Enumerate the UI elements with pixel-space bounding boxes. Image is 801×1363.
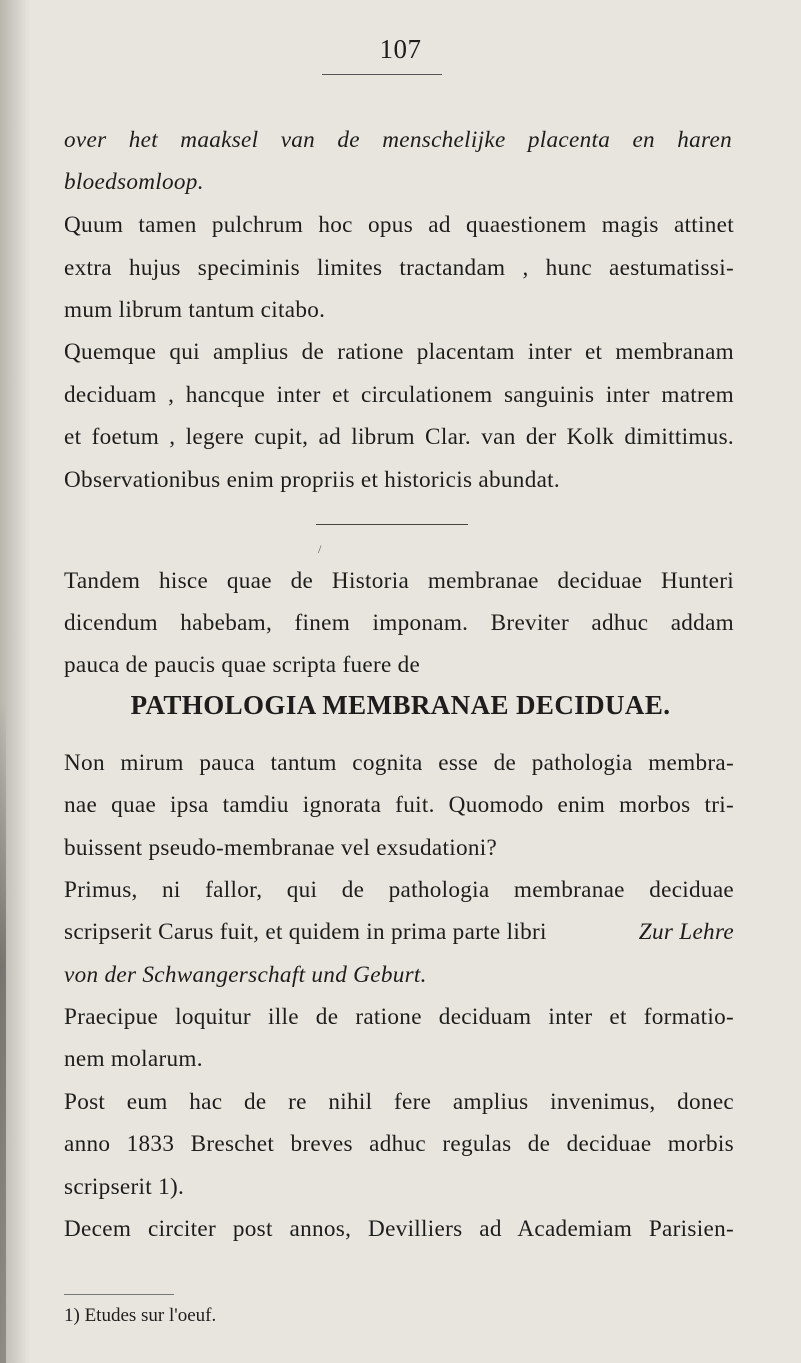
text-line: pauca de paucis quae scripta fuere de xyxy=(64,652,421,678)
text-line: Tandem hisce quae de Historia membranae deciduae Hunteri xyxy=(64,568,734,594)
text-run: scripserit Carus fuit, et quidem in prima parte libri xyxy=(64,919,547,945)
text-line: extra hujus speciminis limites tractandam , hunc aestumatissi- xyxy=(64,255,734,281)
book-title-line: von der Schwangerschaft und Geburt. xyxy=(64,962,427,988)
page-binding-shadow xyxy=(0,700,6,1363)
text-line: Post eum hac de re nihil fere amplius invenimus, donec xyxy=(64,1089,734,1115)
divider-mark: / xyxy=(318,542,322,556)
text-line: buissent pseudo-membranae vel exsudationi? xyxy=(64,835,498,861)
text-line: Quemque qui amplius de ratione placentam inter et membranam xyxy=(64,339,734,365)
footnote: 1) Etudes sur l'oeuf. xyxy=(64,1305,217,1326)
text-line: et foetum , legere cupit, ad librum Clar. van der Kolk dimittimus. xyxy=(64,424,734,450)
text-line: Observationibus enim propriis et historicis abundat. xyxy=(64,467,561,493)
text-line: mum librum tantum citabo. xyxy=(64,297,326,323)
text-line: dicendum habebam, finem imponam. Breviter adhuc addam xyxy=(64,610,734,636)
book-title-run: Zur Lehre xyxy=(638,919,734,945)
text-line: Praecipue loquitur ille de ratione deciduam inter et formatio- xyxy=(64,1004,734,1030)
text-line: scripserit 1). xyxy=(64,1174,185,1200)
text-line: nae quae ipsa tamdiu ignorata fuit. Quomodo enim morbos tri- xyxy=(64,792,734,818)
section-heading: PATHOLOGIA MEMBRANAE DECIDUAE. xyxy=(130,690,671,720)
text-line: deciduam , hancque inter et circulationem sanguinis inter matrem xyxy=(64,382,734,408)
italic-title-line-2: bloedsomloop. xyxy=(64,169,204,195)
footnote-rule xyxy=(64,1294,174,1295)
text-line-mixed xyxy=(64,919,734,946)
page-number: 107 xyxy=(379,34,422,64)
section-divider xyxy=(316,524,468,525)
text-line: nem molarum. xyxy=(64,1046,203,1072)
text-line: anno 1833 Breschet breves adhuc regulas de deciduae morbis xyxy=(64,1131,734,1157)
text-line: Decem circiter post annos, Devilliers ad Academiam Parisien- xyxy=(64,1216,734,1242)
text-line: Quum tamen pulchrum hoc opus ad quaestionem magis attinet xyxy=(64,212,734,238)
italic-title-line-1: over het maaksel van de menschelijke placenta en haren xyxy=(64,127,732,153)
text-line: Primus, ni fallor, qui de pathologia membranae deciduae xyxy=(64,877,734,903)
page-number-rule xyxy=(322,74,442,75)
text-line: Non mirum pauca tantum cognita esse de pathologia membra- xyxy=(64,750,734,776)
